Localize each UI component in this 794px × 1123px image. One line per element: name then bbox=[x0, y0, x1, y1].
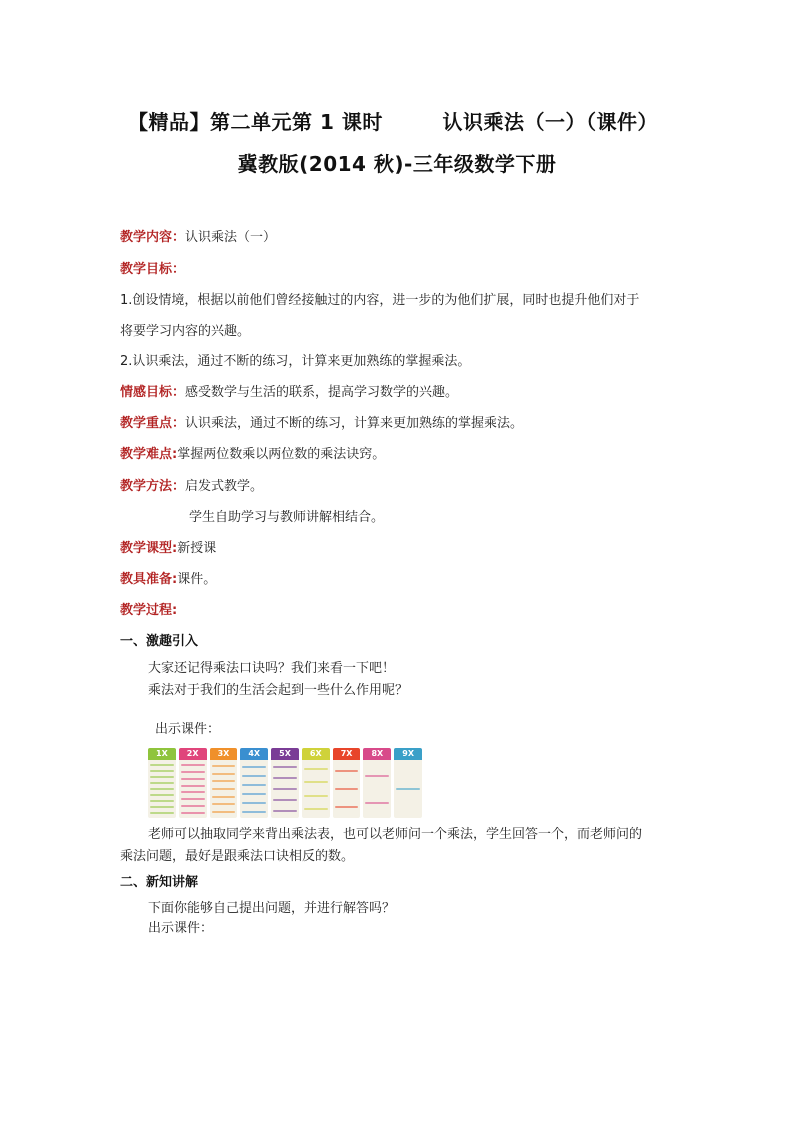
teaching-goals-label bbox=[120, 261, 185, 279]
table-entry-line bbox=[304, 768, 328, 770]
difficult-point-row bbox=[120, 446, 385, 464]
teaching-method-text-2: 学生自助学习与教师讲解相结合。 bbox=[189, 510, 385, 525]
table-entry-line bbox=[273, 766, 297, 768]
table-entry-line bbox=[181, 785, 205, 787]
table-entry-line bbox=[212, 773, 236, 775]
table-entry-line bbox=[150, 788, 174, 790]
table-entry-line bbox=[181, 791, 205, 793]
table-entry-line bbox=[396, 788, 420, 790]
tools-row bbox=[120, 571, 216, 589]
tools-label: 教具准备: bbox=[120, 572, 178, 587]
table-entry-line bbox=[150, 776, 174, 778]
table-column-header: 6X bbox=[302, 748, 330, 760]
lesson-type-text: 新授课 bbox=[177, 541, 217, 556]
goal-item-2: 2.认识乘法，通过不断的练习，计算来更加熟练的掌握乘法。 bbox=[120, 354, 471, 369]
teaching-content-label: 教学内容： bbox=[120, 230, 186, 245]
table-entry-line bbox=[242, 793, 266, 795]
table-entry-line bbox=[335, 788, 359, 790]
key-point-label: 教学重点： bbox=[120, 416, 186, 431]
goal-item-1-line2: 将要学习内容的兴趣。 bbox=[120, 324, 251, 339]
teaching-content-row bbox=[120, 229, 276, 247]
teaching-goals-label-text: 教学目标： bbox=[120, 262, 186, 277]
difficult-point-label: 教学难点: bbox=[120, 447, 178, 462]
table-entry-line bbox=[335, 770, 359, 772]
table-entry-line bbox=[242, 811, 266, 813]
table-entry-line bbox=[181, 805, 205, 807]
table-entry-line bbox=[150, 806, 174, 808]
table-entry-line bbox=[181, 764, 205, 766]
table-column bbox=[148, 748, 176, 818]
multiplication-table-image bbox=[148, 748, 422, 818]
table-entry-line bbox=[242, 802, 266, 804]
table-entry-line bbox=[212, 811, 236, 813]
table-entry-line bbox=[212, 780, 236, 782]
table-column-header: 1X bbox=[148, 748, 176, 760]
table-entry-line bbox=[335, 806, 359, 808]
table-entry-line bbox=[150, 794, 174, 796]
teaching-method-text: 启发式教学。 bbox=[185, 479, 264, 494]
key-point-text: 认识乘法，通过不断的练习，计算来更加熟练的掌握乘法。 bbox=[185, 416, 524, 431]
table-entry-line bbox=[304, 795, 328, 797]
table-entry-line bbox=[273, 799, 297, 801]
table-entry-line bbox=[212, 788, 236, 790]
table-column-header: 2X bbox=[179, 748, 207, 760]
key-point-row bbox=[120, 415, 523, 433]
table-entry-line bbox=[150, 800, 174, 802]
teaching-method-label: 教学方法： bbox=[120, 479, 186, 494]
table-column bbox=[240, 748, 268, 818]
section-1-after-line1: 老师可以抽取同学来背出乘法表，也可以老师问一个乘法，学生回答一个，而老师问的 bbox=[148, 827, 643, 842]
section-2-show-courseware: 出示课件： bbox=[148, 921, 214, 936]
table-column bbox=[394, 748, 422, 818]
document-title-line2: 冀教版(2014 秋)-三年级数学下册 bbox=[237, 152, 557, 176]
lesson-type-row bbox=[120, 540, 216, 558]
table-entry-line bbox=[181, 798, 205, 800]
table-column-header: 7X bbox=[333, 748, 361, 760]
table-entry-line bbox=[365, 775, 389, 777]
teaching-content-text: 认识乘法（一） bbox=[185, 230, 277, 245]
table-entry-line bbox=[273, 810, 297, 812]
table-column bbox=[363, 748, 391, 818]
table-column bbox=[333, 748, 361, 818]
table-column-header: 3X bbox=[210, 748, 238, 760]
emotion-goal-row bbox=[120, 384, 458, 402]
table-entry-line bbox=[150, 812, 174, 814]
section-2-heading: 二、新知讲解 bbox=[120, 875, 199, 890]
process-row bbox=[120, 602, 177, 620]
table-entry-line bbox=[212, 796, 236, 798]
table-column bbox=[210, 748, 238, 818]
table-entry-line bbox=[273, 777, 297, 779]
table-entry-line bbox=[273, 788, 297, 790]
table-entry-line bbox=[181, 778, 205, 780]
table-column bbox=[302, 748, 330, 818]
section-1-after-line2: 乘法问题，最好是跟乘法口诀相反的数。 bbox=[120, 849, 355, 864]
emotion-goal-label: 情感目标： bbox=[120, 385, 186, 400]
process-label: 教学过程: bbox=[120, 603, 178, 618]
section-2-paragraph-1: 下面你能够自己提出问题，并进行解答吗？ bbox=[148, 901, 396, 916]
difficult-point-text: 掌握两位数乘以两位数的乘法诀窍。 bbox=[177, 447, 386, 462]
teaching-method-row bbox=[120, 478, 263, 496]
table-entry-line bbox=[150, 764, 174, 766]
goal-item-1-line1: 1.创设情境，根据以前他们曾经接触过的内容，进一步的为他们扩展，同时也提升他们对于 bbox=[120, 293, 640, 308]
table-entry-line bbox=[242, 784, 266, 786]
table-entry-line bbox=[150, 782, 174, 784]
table-entry-line bbox=[304, 808, 328, 810]
table-entry-line bbox=[181, 812, 205, 814]
document-title-line1: 【精品】第二单元第 1 课时 认识乘法（一）（课件） bbox=[128, 110, 659, 134]
table-entry-line bbox=[181, 771, 205, 773]
lesson-type-label: 教学课型: bbox=[120, 541, 178, 556]
table-column-header: 5X bbox=[271, 748, 299, 760]
section-1-heading: 一、激趣引入 bbox=[120, 634, 199, 649]
section-1-paragraph-2: 乘法对于我们的生活会起到一些什么作用呢？ bbox=[148, 683, 409, 698]
table-column-header: 8X bbox=[363, 748, 391, 760]
table-entry-line bbox=[212, 765, 236, 767]
table-entry-line bbox=[150, 770, 174, 772]
table-entry-line bbox=[365, 802, 389, 804]
table-entry-line bbox=[242, 775, 266, 777]
table-entry-line bbox=[304, 781, 328, 783]
table-column bbox=[271, 748, 299, 818]
tools-text: 课件。 bbox=[177, 572, 217, 587]
section-1-paragraph-1: 大家还记得乘法口诀吗？我们来看一下吧！ bbox=[148, 661, 396, 676]
table-entry-line bbox=[242, 766, 266, 768]
table-column-header: 9X bbox=[394, 748, 422, 760]
table-entry-line bbox=[212, 803, 236, 805]
emotion-goal-text: 感受数学与生活的联系，提高学习数学的兴趣。 bbox=[185, 385, 459, 400]
section-1-show-courseware: 出示课件： bbox=[155, 722, 221, 737]
table-column bbox=[179, 748, 207, 818]
table-column-header: 4X bbox=[240, 748, 268, 760]
